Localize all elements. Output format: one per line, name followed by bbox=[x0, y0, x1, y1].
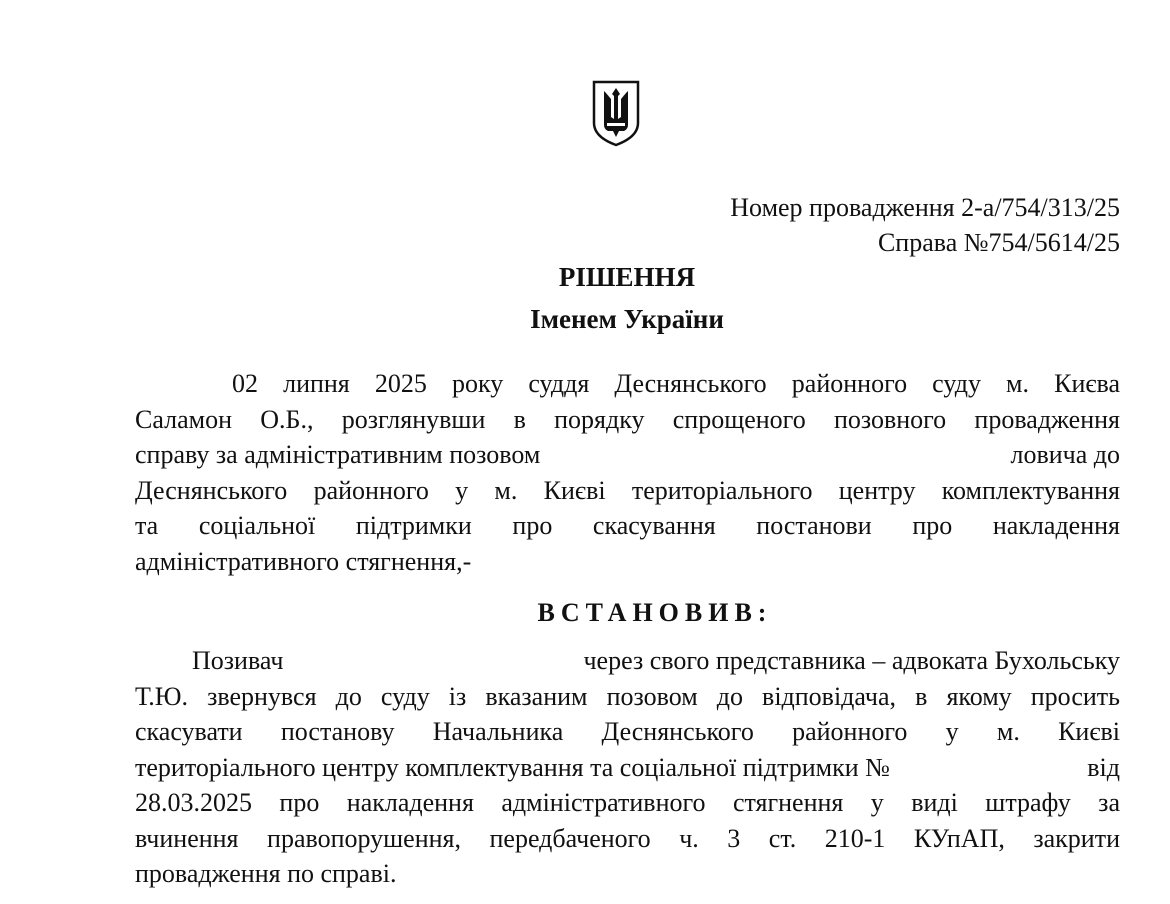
text-line bbox=[135, 750, 1120, 786]
ukraine-trident-emblem bbox=[591, 79, 641, 147]
text-line bbox=[135, 437, 1120, 473]
case-reference bbox=[730, 190, 1120, 260]
line-text: Деснянського районного у м. Києві територіального центру комплектування bbox=[135, 475, 1120, 505]
text-line bbox=[135, 402, 1120, 438]
line-text: 28.03.2025 про накладення адміністративного стягнення у виді штрафу за bbox=[135, 788, 1120, 817]
line-text: провадження по справі. bbox=[135, 859, 397, 888]
line-text: та соціальної підтримки про скасування постанови про накладення bbox=[135, 511, 1120, 540]
text-line bbox=[135, 679, 1120, 715]
line-text: скасувати постанову Начальника Деснянського районного у м. Києві bbox=[135, 717, 1120, 746]
line-text: через свого представника – адвоката Бухольську bbox=[583, 646, 1120, 675]
line-text: від bbox=[1087, 752, 1120, 782]
proceeding-number: Номер провадження 2-а/754/313/25 bbox=[730, 193, 1120, 222]
section-heading: ВСТАНОВИВ: bbox=[537, 598, 773, 627]
line-text: Саламон О.Б., розглянувши в порядку спрощеного позовного провадження bbox=[135, 404, 1120, 434]
text-line bbox=[135, 643, 1120, 679]
document-subtitle: Іменем України bbox=[530, 304, 724, 334]
line-text: справу за адміністративним позовом bbox=[135, 440, 541, 469]
text-line bbox=[135, 508, 1120, 544]
body-paragraph bbox=[135, 643, 1120, 892]
text-line bbox=[135, 785, 1120, 821]
line-text: Позивач bbox=[192, 646, 284, 675]
text-line bbox=[135, 366, 1120, 402]
line-text: територіального центру комплектування та соціальної підтримки № bbox=[135, 752, 890, 782]
case-number: Справа №754/5614/25 bbox=[877, 228, 1120, 257]
line-text: ловича до bbox=[1010, 440, 1120, 469]
text-line bbox=[135, 473, 1120, 509]
document-title: РІШЕННЯ bbox=[558, 262, 696, 292]
line-text: адміністративного стягнення,- bbox=[135, 546, 472, 576]
intro-paragraph bbox=[135, 366, 1120, 579]
text-line bbox=[135, 856, 1120, 892]
text-line bbox=[135, 821, 1120, 857]
line-text: вчинення правопорушення, передбаченого ч. 3 ст. 210-1 КУпАП, закрити bbox=[135, 823, 1120, 853]
line-text: Т.Ю. звернувся до суду із вказаним позовом до відповідача, в якому просить bbox=[135, 681, 1120, 711]
text-line bbox=[135, 544, 1120, 580]
text-line bbox=[135, 714, 1120, 750]
line-text: 02 липня 2025 року суддя Деснянського районного суду м. Києва bbox=[232, 369, 1120, 398]
